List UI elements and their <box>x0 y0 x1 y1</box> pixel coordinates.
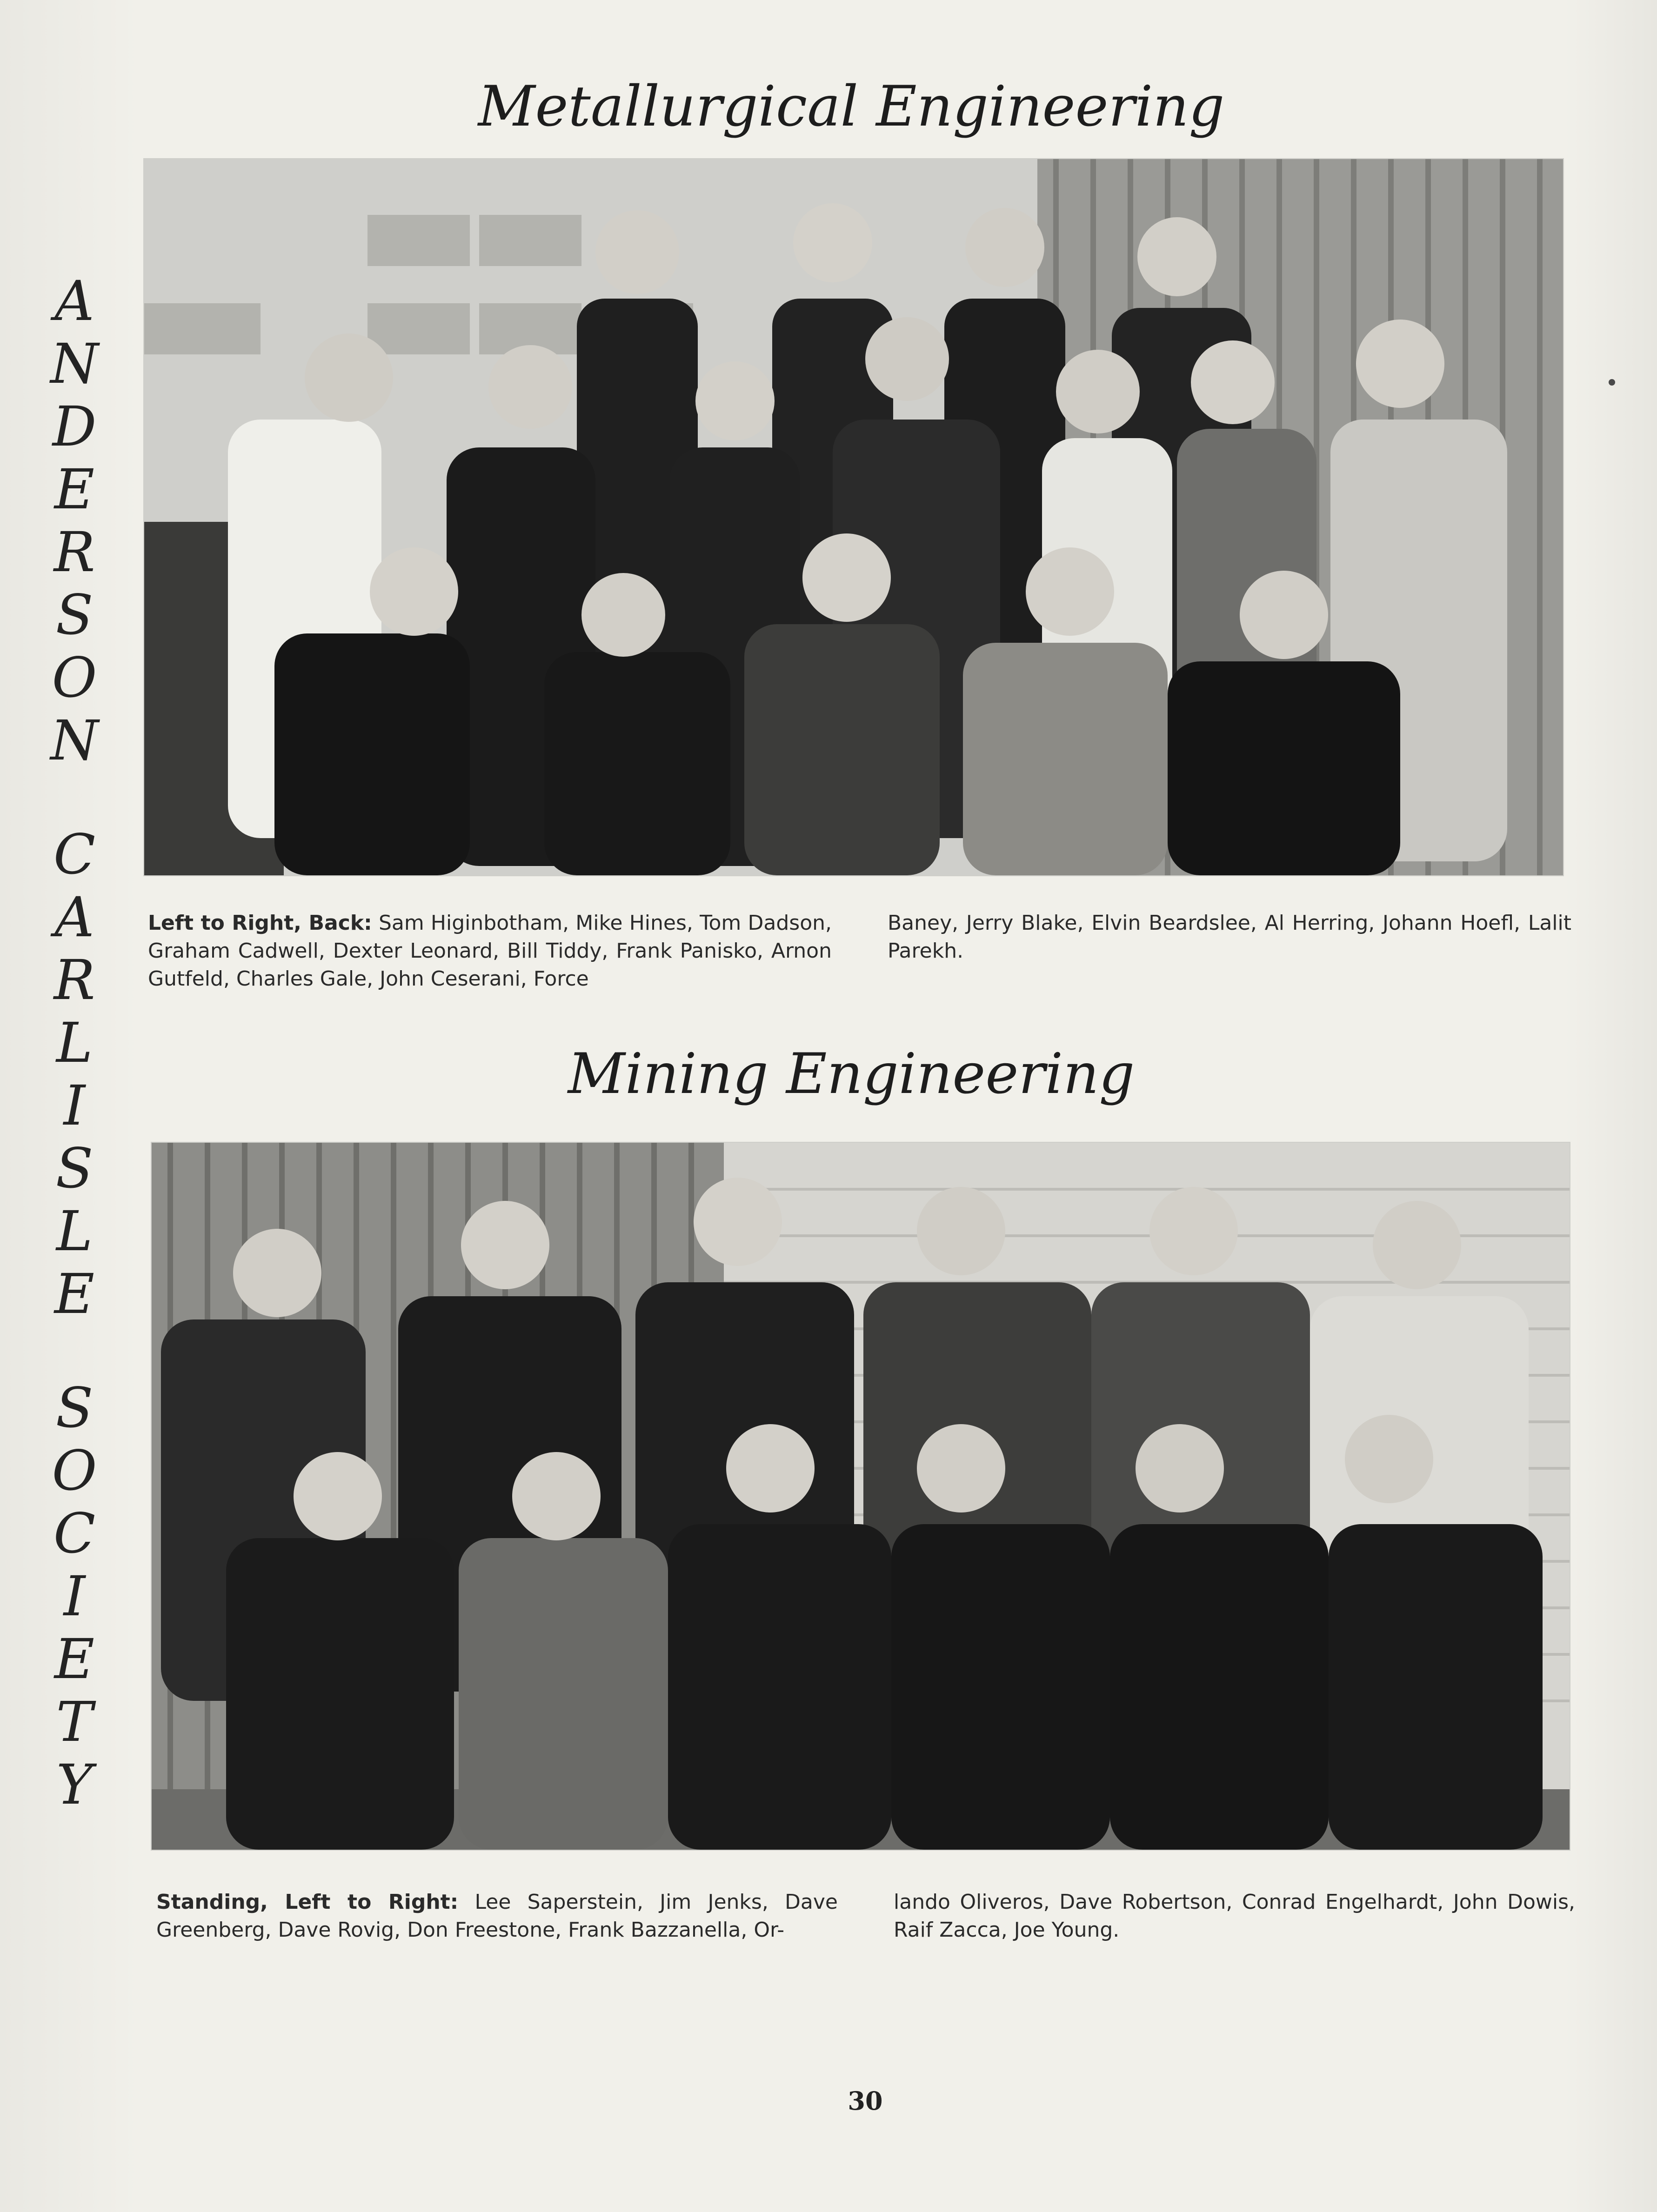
vertical-title-letter: A <box>54 885 94 949</box>
section-title-mining: Mining Engineering <box>568 1042 1135 1106</box>
vertical-title-letter: O <box>52 1439 97 1503</box>
vertical-title-letter: D <box>52 394 97 459</box>
vertical-title-letter: T <box>56 1690 93 1754</box>
caption-names-1: Sam Higinbotham, Mike Hines, Tom Dadson, Graham Cadwell, Dexter Leonard, Bill Tiddy, Frank Panisko, Arnon Gutfeld, Charles Gale, John Ceserani, Force <box>148 911 832 991</box>
vertical-title-letter: O <box>52 646 97 710</box>
vertical-title-letter: S <box>55 1376 94 1440</box>
vertical-title-letter: S <box>55 583 94 647</box>
vertical-title-letter: L <box>56 1199 93 1263</box>
vertical-title-letter: R <box>53 520 95 584</box>
vertical-title-letter: E <box>54 457 95 521</box>
group-photo-metallurgical <box>143 158 1564 876</box>
vertical-title-letter: E <box>54 1627 95 1691</box>
caption-column-2: lando Oliveros, Dave Robertson, Conrad Engelhardt, John Dowis, Raif Zacca, Joe Young. <box>894 1890 1575 1942</box>
vertical-title-word <box>52 1377 97 1816</box>
print-speck <box>1609 379 1615 386</box>
vertical-title-letter: R <box>53 948 95 1012</box>
caption-lead: Standing, Left to Right: <box>156 1890 459 1914</box>
group-photo-mining <box>151 1142 1570 1851</box>
page-number: 30 <box>848 2086 883 2116</box>
vertical-title-letter: I <box>63 1073 86 1138</box>
vertical-title-letter: S <box>55 1136 94 1200</box>
vertical-title-letter: I <box>63 1564 86 1628</box>
vertical-title-letter: N <box>50 332 99 396</box>
caption-lead: Left to Right, Back: <box>148 911 372 935</box>
vertical-title-letter: A <box>54 269 94 333</box>
vertical-society-title <box>37 270 112 1867</box>
section-title-metallurgical: Metallurgical Engineering <box>478 74 1225 139</box>
page-right-edge <box>1564 0 1657 2212</box>
caption-column-1 <box>156 1888 838 1944</box>
vertical-title-letter: Y <box>56 1752 93 1817</box>
vertical-title-word <box>50 270 98 772</box>
vertical-title-letter: C <box>53 822 96 886</box>
caption-metallurgical <box>148 909 1571 993</box>
caption-names-1: Lee Saperstein, Jim Jenks, Dave Greenberg, Dave Rovig, Don Freestone, Frank Bazzanella, Or- <box>156 1890 838 1942</box>
caption-column-2: Baney, Jerry Blake, Elvin Beardslee, Al Herring, Johann Hoefl, Lalit Parekh. <box>888 911 1571 963</box>
caption-column-1 <box>148 909 832 993</box>
vertical-title-letter: N <box>50 708 99 773</box>
vertical-title-letter: E <box>54 1262 95 1326</box>
caption-mining <box>156 1888 1575 1944</box>
vertical-title-letter: C <box>53 1501 96 1566</box>
vertical-title-word <box>53 823 95 1326</box>
vertical-title-letter: L <box>56 1011 93 1075</box>
